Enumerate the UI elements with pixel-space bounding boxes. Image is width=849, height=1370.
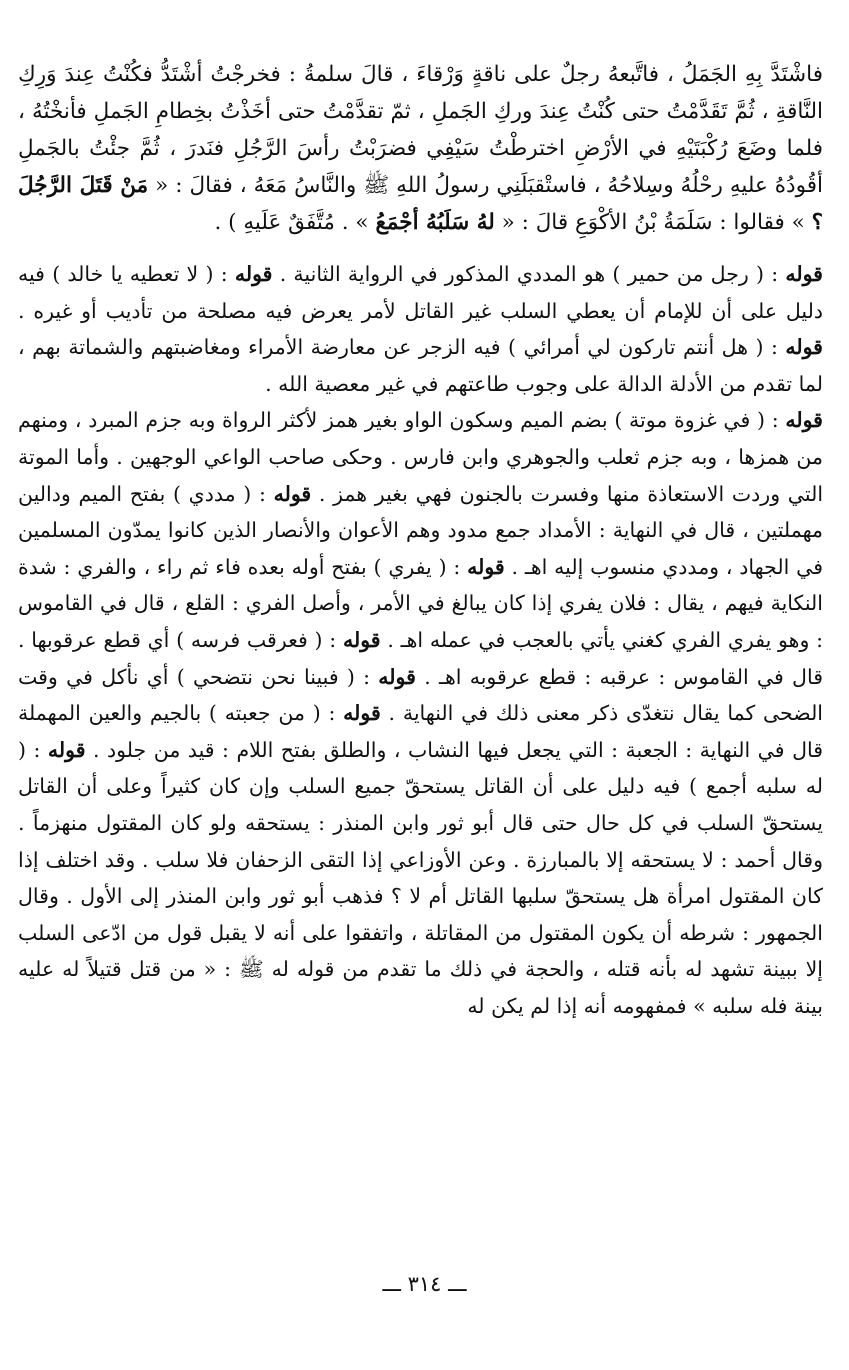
commentary-text: : ( فعرقب فرسه ) أي قطع عرقوبها . قال في القاموس : عرقبه : قطع عرقوبه اهـ . [18,627,823,689]
commentary-keyword: قوله [47,737,86,762]
commentary-keyword: قوله [342,627,381,652]
commentary-text: : ( هل أنتم تاركون لي أمرائي ) فيه الزجر عن معارضة الأمراء ومغاضبتهم والشماتة بهم ، لما تقدم من الأدلة الدالة على وجوب طاعتهم في غير معصية الله . [18,335,823,396]
commentary-keyword: قوله [343,701,381,726]
commentary-text: : ( فبينا نحن نتضحي ) أي نأكل في وقت الضحى كما يقال نتغدّى ذكر معنى ذلك في النهاية . [18,664,824,726]
commentary-paragraph [18,256,823,402]
commentary-keyword: قوله [785,408,823,433]
commentary-text: : ( مددي ) بفتح الميم ودالين مهملتين ، قال في النهاية : الأمداد جمع مدود وهم الأعوان والأنصار الذين كانوا يمدّون المسلمين في الجهاد ، ومددي منسوب إليه اهـ . [18,481,823,579]
commentary-paragraph [18,402,823,1024]
commentary-text: : ( يفري ) بفتح أوله بعده فاء ثم راء ، والفري : شدة النكاية فيهم ، يقال : فلان يفري إذا كان يبالغ في الأمر ، وأصل الفري : القلع ، قال في القاموس : وهو يفري الفري كغني يأتي بالعجب في عمله اهـ . [18,554,823,652]
hadith-text [18,56,823,241]
commentary-text: : ( لا تعطيه يا خالد ) فيه دليل على أن للإمام أن يعطي السلب غير القاتل لأمر يعرض فيه مصلحة من تأديب أو غيره . [18,262,823,323]
commentary-keyword: قوله [273,481,312,506]
commentary-keyword: قوله [234,262,273,286]
hadith-segment: » فقالوا : سَلَمَةُ بْنُ الأكْوَعِ قالَ : « [501,210,805,235]
hadith-bold-quote: مَنْ قَتَلَ الرَّجُلَ ؟ [18,173,823,235]
commentary-text: : ( رجل من حمير ) هو المددي المذكور في الرواية الثانية . [272,262,786,286]
hadith-bold-quote: لهُ سَلَبُهُ أجْمَعُ [375,210,495,235]
page-number: ـــ ٣١٤ ـــ [382,1272,467,1296]
commentary-text: : ( من جعبته ) بالجيم والعين المهملة قال في النهاية : الجعبة : التي يجعل فيها النشاب ، والطلق بفتح اللام : قيد من جلود . [18,701,824,762]
commentary-keyword: قوله [467,554,505,579]
commentary-keyword: قوله [785,262,823,286]
commentary [18,256,823,1024]
commentary-keyword: قوله [785,335,823,360]
page-body [18,56,823,1024]
commentary-text: : ( في غزوة موتة ) بضم الميم وسكون الواو بغير همز لأكثر الرواة وبه جزم المبرد ، ومنهم من همزها ، وبه جزم ثعلب والجوهري وابن فارس . وحكى صاحب الواعي الوجهين . وأما الموتة التي وردت الاستعاذة منها وفسرت بالجنون فهي بغير همز . [18,408,824,506]
hadith-segment: فاشْتَدَّ بِهِ الجَمَلُ ، فاتَّبعهُ رجلٌ على ناقةٍ وَرْقاءَ ، قالَ سلمةُ : فخرجْتُ أشْتَدُّ فكُنْتُ عِندَ وَرِكِ النَّاقةِ ، ثُمَّ تَقَدَّمْتُ حتى كُنْتُ عِندَ وركِ الجَملِ ، ثمّ تقدَّمْتُ حتى أخَذْتُ بخِطامِ الجَملِ فأنخْتُهُ ، فلما وضَعَ رُكْبَتَيْهِ في الأرْضِ اخترطْتُ سَيْفِي فضرَبْتُ رأسَ الرَّجُلِ فنَدرَ ، ثُمَّ جئْتُ بالجَملِ أقُودُهُ عليهِ رحْلُهُ وسِلاحُهُ ، فاستْقبَلَنِي رسولُ اللهِ ﷺ والنَّاسُ مَعَهُ ، فقالَ : « [18,62,823,198]
commentary-keyword: قوله [378,664,416,689]
commentary-text: : ( له سلبه أجمع ) فيه دليل على أن القاتل يستحقّ جميع السلب وإن كان كثيراً وعلى أن القاتل يستحقّ السلب في كل حال حتى قال أبو ثور وابن المنذر : يستحقه ولو كان المقتول منهزماً . وقال أحمد : لا يستحقه إلا بالمبارزة . وعن الأوزاعي إذا التقى الزحفان فلا سلب . وقد اختلف إذا كان المقتول امرأة هل يستحقّ سلبها القاتل أم لا ؟ فذهب أبو ثور وابن المنذر إلى الأول . وقال الجمهور : شرطه أن يكون المقتول من المقاتلة ، واتفقوا على أنه لا يقبل قول من ادّعى السلب إلا ببينة تشهد له بأنه قتله ، والحجة في ذلك ما تقدم من قوله له ﷺ : « من قتل قتيلاً له عليه بينة فله سلبه » فمفهومه أنه إذا لم يكن له [18,737,823,1018]
hadith-segment: » . مُتَّفَقٌ عَلَيهِ ) . [214,210,369,235]
